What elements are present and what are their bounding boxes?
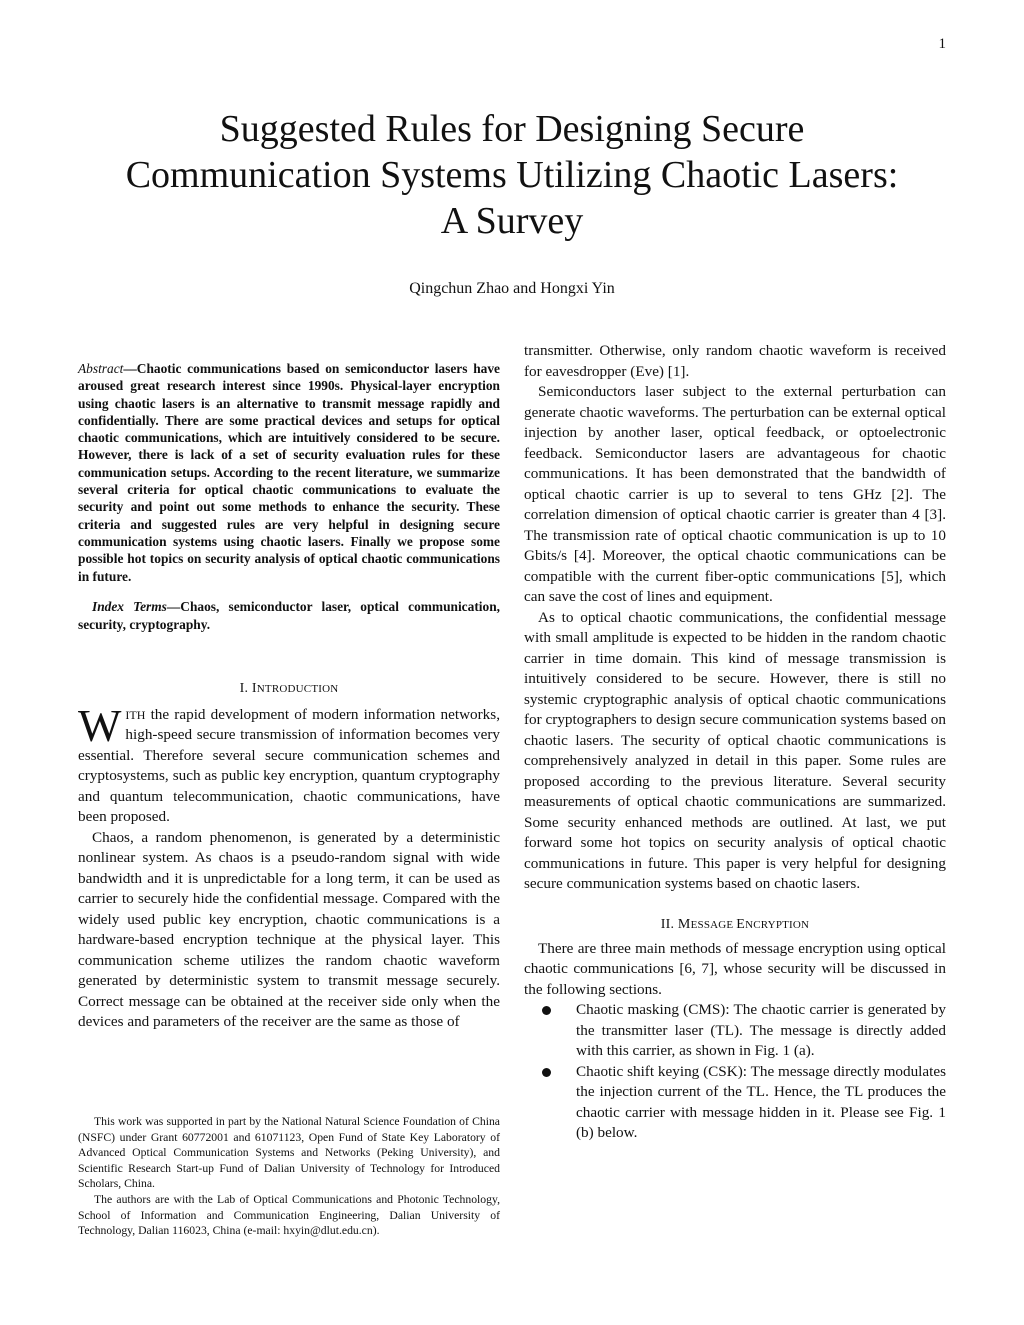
section-title-rest: ESSAGE (690, 918, 737, 931)
dropcap-rest: ITH (125, 707, 146, 722)
footnotes (78, 1114, 500, 1239)
encryption-methods-list (524, 1000, 946, 1144)
abstract-text: Chaotic communications based on semiconductor lasers have aroused great research interest since 1990s. Physical-layer encryption using chaotic lasers is an alternative to transmit message rapidly and confidentially. There are some practical devices and setups for optical chaotic communications, which are intuitively considered to be secure. However, there is lack of a set of security evaluation rules for these communication setups. According to the recent literature, we summarize several criteria for optical chaotic communications to evaluate the security and point out some methods to enhance the security. These criteria and suggested rules are very helpful in designing secure communication systems using chaotic lasers. Finally we propose some possible hot topics on security analysis of optical chaotic communications in future. (78, 361, 500, 584)
section-title-rest: NCRYPTION (745, 918, 810, 931)
section-title-cap: I (251, 680, 257, 696)
right-column (524, 341, 946, 1144)
intro-body (78, 699, 500, 1033)
section-title-cap: E (736, 916, 746, 932)
intro-paragraph-1 (78, 699, 500, 828)
intro-paragraph-2: Chaos, a random phenomenon, is generated by a deterministic nonlinear system. As chaos is a pseudo-random signal with wide bandwidth and it is unpredictable for a long term, it can be used as carrier to securely hide the confidential message. Compared with the widely used public key encryption, chaotic communications is a hardware-based encryption technique at the physical layer. This communication scheme utilizes the random chaotic waveform generated by deterministic system to transmit message securely. Correct message can be obtained at the receiver side only when the devices and parameters of the receiver are the same as those of (78, 828, 500, 1031)
list-item (524, 1062, 946, 1144)
abstract (78, 360, 500, 585)
footnote-affiliation: The authors are with the Lab of Optical Communications and Photonic Technology, School of Information and Communication Engineering, Dalian University of Technology, Dalian 116023, China (e-mail: hxyin@dlut.edu.cn). (78, 1192, 500, 1238)
list-item (524, 1000, 946, 1062)
section-title-rest: NTRODUCTION (256, 682, 339, 695)
bullet-icon (542, 1006, 551, 1015)
abstract-dash: — (123, 361, 137, 376)
right-paragraph-continued: transmitter. Otherwise, only random chaotic waveform is received for eavesdropper (Eve) [1]. (524, 342, 946, 380)
list-item-text: Chaotic masking (CMS): The chaotic carrier is generated by the transmitter laser (TL). The message is directly added with this carrier, as shown in Fig. 1 (a). (576, 1001, 946, 1059)
index-terms-text: Chaos, semiconductor laser, optical communication, security, cryptography. (78, 599, 500, 632)
page-number: 1 (938, 36, 946, 52)
right-paragraph-security: As to optical chaotic communications, the confidential message with small amplitude is expected to be hidden in the random chaotic carrier in time domain. This kind of message transmission is intuitively considered to be secure. However, there is still no systemic cryptographic analysis of optical chaotic communications for cryptographers to design secure communication systems based on chaotic lasers. The security of optical chaotic communications is comprehensively analyzed in detail in this paper. Some rules are proposed according to the previous literature. Several security measurements of optical chaotic communications are summarized. Some security enhanced methods are outlined. At last, we put forward some hot topics on security analysis of optical chaotic communications in future. This paper is very helpful for designing secure communication systems based on chaotic lasers. (524, 608, 946, 892)
paper-title: Suggested Rules for Designing Secure Communication Systems Utilizing Chaotic Lasers: A Survey (125, 108, 899, 242)
right-paragraph-lasers: Semiconductors laser subject to the external perturbation can generate chaotic waveforms. The perturbation can be external optical injection by another laser, optical feedback, or optoelectronic feedback. Semiconductor lasers are advantageous for chaotic communications. It has been demonstrated that the bandwidth of optical chaotic carrier is up to several to tens GHz [2]. The correlation dimension of optical chaotic carrier is greater than 4 [3]. The transmission rate of optical chaotic communication is up to 10 Gbits/s [4]. Moreover, the optical chaotic communications can be compatible with the current fiber-optic communications [5], which can save the cost of lines and equipment. (524, 383, 946, 605)
section-numeral: I. (239, 680, 249, 696)
index-terms-label: Index Terms (92, 599, 167, 615)
list-item-text: Chaotic shift keying (CSK): The message directly modulates the injection current of the TL. Hence, the TL produces the chaotic carrier with message hidden in it. Please see Fig. 1 (b) below. (576, 1062, 946, 1141)
index-terms-dash: — (166, 599, 181, 615)
dropcap-letter: W (78, 699, 122, 751)
intro-paragraph-1-text: the rapid development of modern information networks, high-speed secure transmission of information becomes very essential. Therefore several secure communication schemes and cryptosystems, such as public key encryption, quantum cryptography and quantum telecommunication, chaotic communications, have been proposed. (78, 705, 500, 826)
message-encryption-intro: There are three main methods of message encryption using optical chaotic communications [6, 7], whose security will be discussed in the following sections. (524, 939, 946, 998)
footnote-funding: This work was supported in part by the National Natural Science Foundation of China (NSFC) under Grant 60772001 and 61071123, Open Fund of State Key Laboratory of Advanced Optical Communication Systems and Networks (Peking University), and Scientific Research Start-up Fund of Dalian University of Technology for Introduced Scholars, China. (78, 1115, 500, 1191)
bullet-icon (542, 1068, 551, 1077)
section-title-cap: M (677, 916, 691, 932)
left-column (78, 338, 500, 1238)
authors: Qingchun Zhao and Hongxi Yin (409, 280, 615, 297)
abstract-label: Abstract (78, 361, 124, 376)
section-numeral: II. (660, 916, 675, 932)
section-heading-message-encryption (524, 917, 946, 933)
section-heading-introduction (78, 681, 500, 697)
index-terms (78, 598, 500, 633)
